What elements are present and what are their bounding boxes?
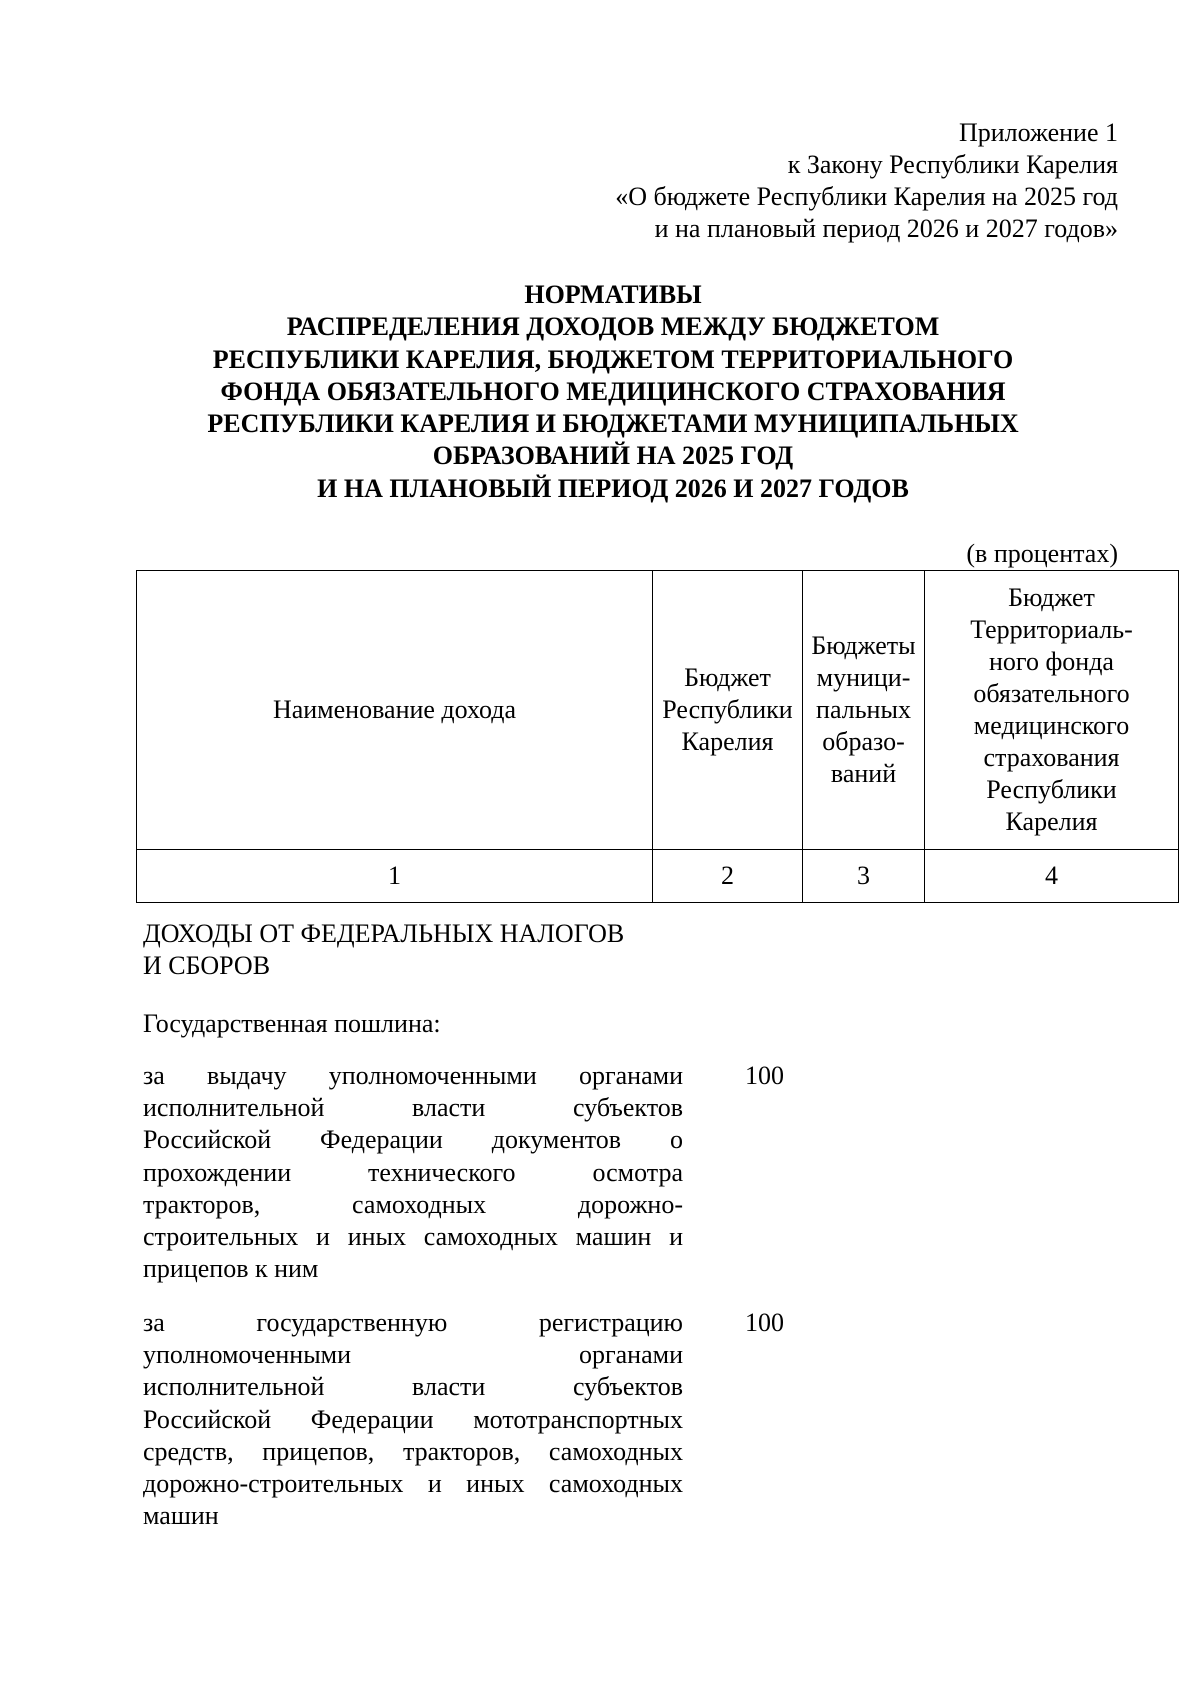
column-number-row <box>137 850 1179 903</box>
column-number: 3 <box>803 850 925 903</box>
appendix-line: Приложение 1 <box>958 118 1118 147</box>
income-row-description: за государственную регистрацию уполномоченными органами исполнительной власти субъектов Российской Федерации мототранспортных средств, прицепов, тракторов, самоходных дорожно-строительных и иных самоходных машин <box>143 1308 683 1531</box>
document-title <box>137 279 1089 505</box>
title-line: НОРМАТИВЫ <box>524 280 702 309</box>
title-line: РЕСПУБЛИКИ КАРЕЛИЯ, БЮДЖЕТОМ ТЕРРИТОРИАЛЬНОГО <box>212 344 1014 374</box>
duty-heading: Государственная пошлина: <box>143 1009 441 1038</box>
income-row-value: 100 <box>745 1061 784 1090</box>
income-row-value: 100 <box>745 1308 784 1337</box>
column-header-republic-budget: Бюджет Республики Карелия <box>653 571 803 850</box>
table-header-row <box>137 571 1179 850</box>
section-heading: ДОХОДЫ ОТ ФЕДЕРАЛЬНЫХ НАЛОГОВ И СБОРОВ <box>143 919 625 981</box>
title-line: РЕСПУБЛИКИ КАРЕЛИЯ И БЮДЖЕТАМИ МУНИЦИПАЛЬНЫХ <box>207 409 1019 439</box>
appendix-line: «О бюджете Республики Карелия на 2025 год <box>615 182 1118 211</box>
column-number: 1 <box>137 850 653 903</box>
income-row-description: за выдачу уполномоченными органами исполнительной власти субъектов Российской Федерации документов о прохождении технического осмотра тракторов, самоходных дорожно- строительных и иных самоходных машин и прицепов к ним <box>143 1061 683 1284</box>
appendix-line: к Закону Республики Карелия <box>787 150 1118 179</box>
title-line: И НА ПЛАНОВЫЙ ПЕРИОД 2026 И 2027 ГОДОВ <box>317 473 909 503</box>
title-line: РАСПРЕДЕЛЕНИЯ ДОХОДОВ МЕЖДУ БЮДЖЕТОМ <box>286 312 940 342</box>
column-header-insurance-fund-budget: Бюджет Территориаль- ного фонда обязательного медицинского страхования Республики Карелия <box>925 571 1179 850</box>
units-note: (в процентах) <box>966 539 1118 568</box>
column-header-municipal-budgets: Бюджеты муници- пальных образо- ваний <box>803 571 925 850</box>
title-line: ФОНДА ОБЯЗАТЕЛЬНОГО МЕДИЦИНСКОГО СТРАХОВАНИЯ <box>220 376 1006 406</box>
column-header-income-name: Наименование дохода <box>137 571 653 850</box>
title-line: ОБРАЗОВАНИЙ НА 2025 ГОД <box>432 441 794 471</box>
appendix-line: и на плановый период 2026 и 2027 годов» <box>654 214 1118 243</box>
column-number: 4 <box>925 850 1179 903</box>
column-number: 2 <box>653 850 803 903</box>
appendix-reference <box>615 117 1118 245</box>
table-header <box>136 570 1179 903</box>
